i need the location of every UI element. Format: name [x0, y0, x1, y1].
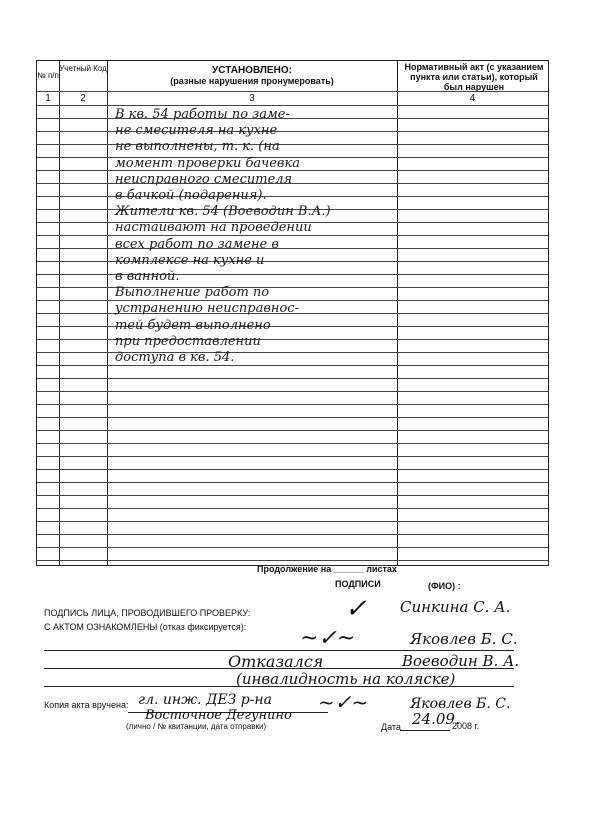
header-number: № п/п	[37, 71, 59, 80]
finding-text-line: не смесителя на кухне	[115, 123, 278, 139]
acquainted-name-1: Яковлев Б. С.	[410, 630, 518, 648]
copy-signature: ~✓~	[318, 690, 369, 714]
finding-text-line: настаивают на проведении	[115, 220, 312, 236]
row-divider	[37, 261, 548, 262]
finding-text-line: момент проверки бачевка	[115, 155, 301, 171]
row-divider	[37, 508, 548, 509]
col-number-3: 3	[249, 93, 255, 104]
acquainted-note-2: (инвалидность на коляске)	[236, 670, 456, 688]
finding-text-line: устранению неисправнос-	[115, 301, 299, 317]
finding-text-line: В кв. 54 работы по заме-	[115, 107, 290, 122]
header-established: УСТАНОВЛЕНО:	[212, 65, 292, 76]
continuation-note: Продолжение на ______ листах	[257, 564, 397, 574]
row-divider	[37, 534, 548, 535]
date-value: 24.09.	[412, 710, 460, 728]
row-divider	[37, 183, 548, 184]
row-divider	[37, 417, 548, 418]
acquainted-label: С АКТОМ ОЗНАКОМЛЕНЫ (отказ фиксируется):	[44, 622, 247, 632]
row-divider	[37, 144, 548, 145]
finding-text-line: всех работ по замене в	[115, 236, 279, 252]
row-divider	[37, 391, 548, 392]
row-divider	[37, 274, 548, 275]
finding-text-line: Жители кв. 54 (Воеводин В.А.)	[115, 204, 331, 220]
row-divider	[37, 326, 548, 327]
col-number-2: 2	[80, 93, 86, 104]
row-divider	[37, 495, 548, 496]
inspector-label: ПОДПИСЬ ЛИЦА, ПРОВОДИВШЕГО ПРОВЕРКУ:	[44, 608, 251, 618]
finding-text-line: в бачкой (подарения).	[115, 188, 267, 203]
row-divider	[37, 521, 548, 522]
row-divider	[37, 365, 548, 366]
row-divider	[37, 287, 548, 288]
finding-text-line: неисправного смесителя	[115, 171, 293, 187]
header-normative-act: Нормативный акт (с указанием пункта или статьи), который был нарушен	[404, 62, 544, 92]
finding-text-line: при предоставлении	[115, 333, 261, 349]
row-divider	[37, 352, 548, 353]
row-divider	[37, 118, 548, 119]
date-label: Дата	[381, 722, 401, 732]
signatures-header: ПОДПИСИ	[335, 579, 381, 589]
fio-header: (ФИО) :	[428, 581, 461, 591]
row-divider	[37, 105, 548, 106]
copy-name: Яковлев Б. С.	[410, 696, 511, 712]
row-divider	[37, 131, 548, 132]
col-number-1: 1	[45, 93, 51, 104]
row-divider	[37, 443, 548, 444]
finding-text-line: доступа в кв. 54.	[115, 350, 235, 365]
finding-text-line: комплексе на кухне и	[115, 252, 265, 268]
row-divider	[37, 560, 548, 561]
header-code: Учетный Код	[59, 64, 107, 73]
copy-label: Копия акта вручена:	[44, 700, 129, 710]
date-year: 2008 г.	[452, 721, 480, 731]
date-line	[400, 730, 450, 731]
row-divider	[37, 469, 548, 470]
copy-value-2: Восточное Дегунино	[145, 708, 292, 723]
row-divider	[37, 482, 548, 483]
row-divider	[37, 378, 548, 379]
copy-value-1: гл. инж. ДЕЗ р-на	[138, 692, 272, 708]
violations-table	[36, 60, 549, 566]
finding-text-line: Выполнение работ по	[115, 285, 270, 301]
col-number-4: 4	[469, 93, 476, 104]
signature-line	[44, 650, 514, 651]
row-divider	[37, 248, 548, 249]
finding-text-line: в ванной.	[115, 269, 180, 284]
row-divider	[37, 404, 548, 405]
finding-text-line: не выполнены, т. к. (на	[115, 139, 280, 155]
row-divider	[37, 339, 548, 340]
inspector-signature: ✓	[345, 594, 367, 624]
acquainted-name-2: Воеводин В. А.	[402, 652, 520, 670]
acquainted-signature-1: ~✓~	[300, 626, 356, 651]
row-divider	[37, 430, 548, 431]
acquainted-note-1: Отказался	[228, 652, 324, 671]
copy-caption: (лично / № квитанции, дата отправки)	[126, 722, 267, 731]
finding-text-line: тей будет выполнено	[115, 317, 271, 333]
inspector-name: Синкина С. А.	[400, 598, 511, 616]
row-divider	[37, 196, 548, 197]
row-divider	[37, 456, 548, 457]
row-divider	[37, 547, 548, 548]
header-established-sub: (разные нарушения пронумеровать)	[170, 76, 334, 86]
